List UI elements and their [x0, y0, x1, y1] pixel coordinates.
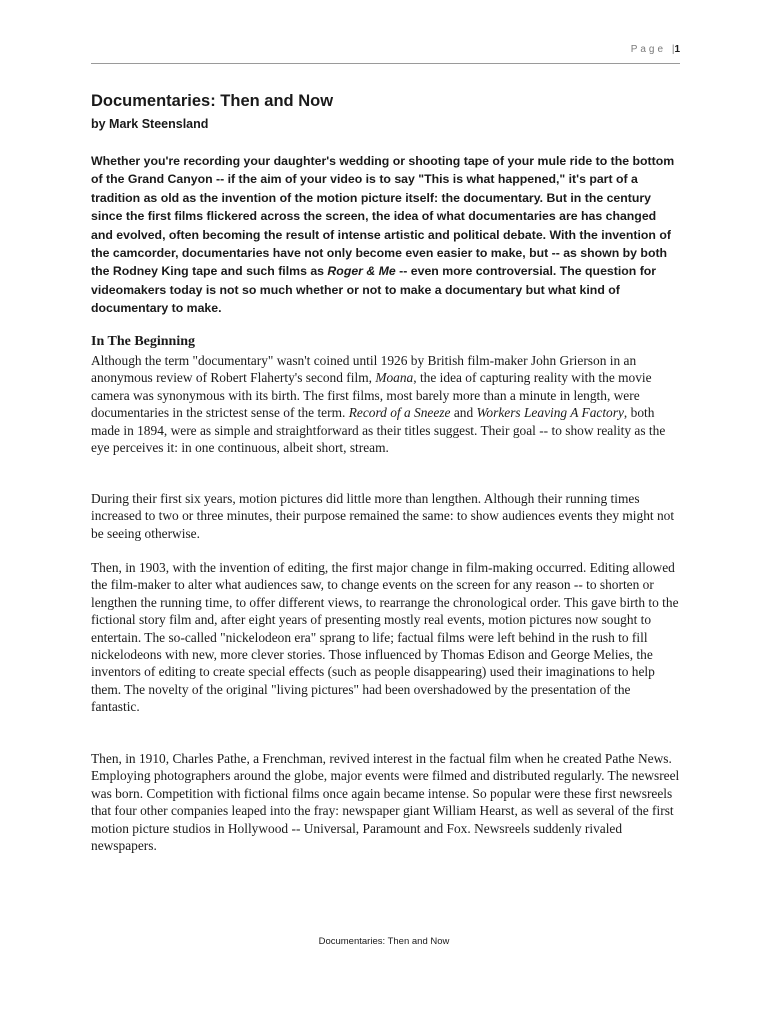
- paragraph-first-six-years: During their first six years, motion pictures did little more than lengthen. Although their running times increased to two or three minutes, their purpose remained the same: to show audiences events they might not be seeing otherwise.: [91, 491, 675, 541]
- footer-title: Documentaries: Then and Now: [318, 936, 450, 947]
- film-title-workers-leaving: Workers Leaving A Factory: [476, 405, 624, 421]
- page-separator: |: [671, 44, 675, 55]
- author-byline: by Mark Steensland: [91, 117, 209, 131]
- paragraph-text: , both made in 1894, were as simple and straightforward as their titles suggest. Their goal -- to show reality as the eye perceives it: in one continuous, albeit short, stream.: [91, 405, 666, 456]
- paragraph-beginning: [91, 352, 681, 456]
- page-number-header: [631, 44, 680, 55]
- page-label: Page: [630, 44, 667, 55]
- section-heading-in-the-beginning: In The Beginning: [91, 334, 196, 349]
- paragraph-editing: Then, in 1903, with the invention of editing, the first major change in film-making occurred. Editing allowed the film-maker to alter what audiences saw, to change events on the screen for any reason -- to shorten or lengthen the running time, to offer different views, to rearrange the chronological order. This gave birth to the fictional story film and, after eight years of presenting mostly real events, motion pictures now sought to entertain. The so-called "nickelodeon era" sprang to life; factual films were left behind in the rush to fill nickelodeons with new, more clever stories. Those influenced by Thomas Edison and George Melies, the inventors of editing to create special effects (such as people disappearing) used their imaginations to help them. The novelty of the original "living pictures" had been overshadowed by the presentation of the fantastic.: [91, 560, 679, 715]
- intro-paragraph: [91, 152, 681, 318]
- film-title-roger-and-me: Roger & Me: [327, 264, 396, 279]
- paragraph-text: and: [450, 405, 477, 421]
- header-divider: [91, 63, 680, 64]
- page-number: 1: [674, 44, 680, 55]
- paragraph-text: Although the term "documentary" wasn't coined until 1926 by British film-maker John Grierson in an anonymous review of Robert Flaherty's second film,: [91, 353, 637, 386]
- document-title: Documentaries: Then and Now: [91, 92, 334, 110]
- film-title-moana: Moana: [375, 370, 414, 386]
- film-title-record-of-a-sneeze: Record of a Sneeze: [348, 405, 451, 421]
- paragraph-pathe-news: Then, in 1910, Charles Pathe, a Frenchman, revived interest in the factual film when he created Pathe News. Employing photographers around the globe, major events were filmed and distributed regularly. The newsreel was born. Competition with fictional films once again became intense. So popular were these first newsreels that four other companies leaped into the fray: newspaper giant William Hearst, as well as several of the first motion picture studios in Hollywood -- Universal, Paramount and Fox. Newsreels suddenly rivaled newspapers.: [91, 751, 680, 854]
- paragraph-text: , the idea of capturing reality with the movie camera was synonymous with its birth. The first films, most barely more than a minute in length, were documentaries in the strictest sense of the term.: [91, 370, 652, 421]
- intro-text-start: Whether you're recording your daughter's wedding or shooting tape of your mule ride to the bottom of the Grand Canyon -- if the aim of your video is to say "This is what happened," it's part of a tradition as old as the invention of the motion picture itself: the documentary. But in the century since the first films flickered across the screen, the idea of what documentaries are has changed and evolved, often becoming the result of intense artistic and political debate. With the invention of the camcorder, documentaries have not only become even easier to make, but -- as shown by both the Rodney King tape and such films as: [91, 154, 675, 279]
- intro-text-end: -- even more controversial. The question for videomakers today is not so much whether or not to make a documentary but what kind of documentary to make.: [91, 264, 657, 316]
